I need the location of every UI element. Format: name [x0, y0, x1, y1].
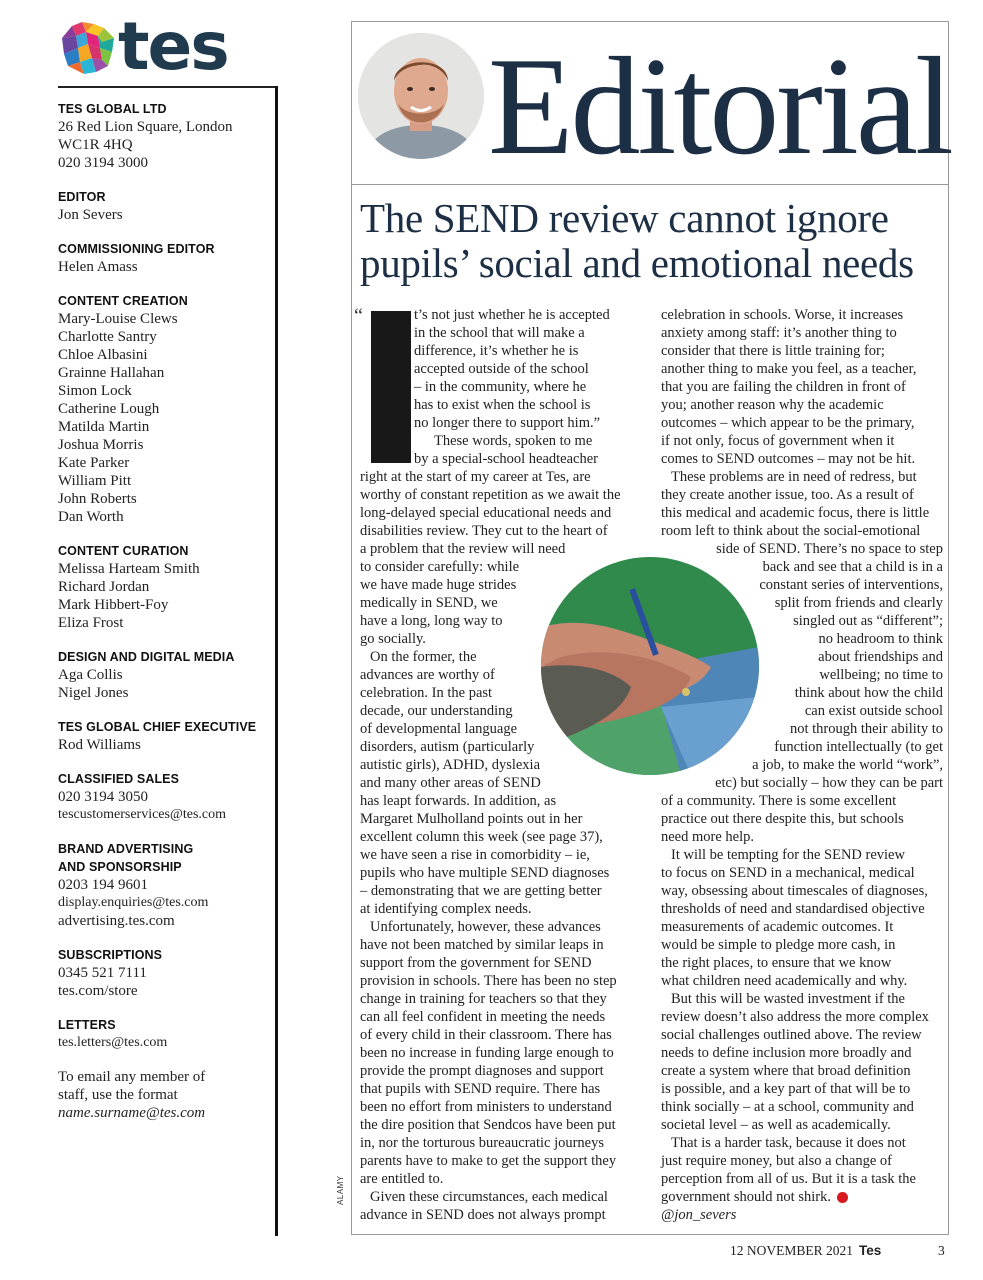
article-line: – demonstrating that we are getting better: [360, 883, 602, 899]
sidebar-entry: Eliza Frost: [58, 615, 124, 631]
article-line: been no increase in funding large enough to: [360, 1045, 614, 1061]
sidebar-heading: COMMISSIONING EDITOR: [58, 242, 215, 256]
article-line: On the former, the: [370, 649, 477, 665]
article-line: social challenges outlined above. The review: [661, 1027, 922, 1043]
sidebar-section: [58, 542, 270, 632]
sidebar-section: [58, 240, 270, 276]
article-line: thresholds of need and standardised objective: [661, 901, 925, 917]
email-format: name.surname@tes.com: [58, 1105, 206, 1121]
sidebar-entry: Aga Collis: [58, 667, 123, 683]
article-line: perception from all of us. But it is a task the: [661, 1171, 916, 1187]
article-line: no longer there to support him.”: [414, 415, 601, 431]
article-line: right at the start of my career at Tes, are: [360, 469, 591, 485]
article-line: But this will be wasted investment if the: [671, 991, 905, 1007]
article-line: needs to define inclusion more broadly and: [661, 1045, 912, 1061]
page-number: 3: [938, 1243, 945, 1258]
article-line: constant series of interventions,: [759, 577, 943, 593]
article-line: another thing to make you feel, as a teacher,: [661, 361, 917, 377]
article-line: function intellectually (to get: [774, 739, 943, 755]
article-line: what children need academically and why.: [661, 973, 908, 989]
sidebar-vertical-rule: [275, 86, 278, 1236]
sidebar-entry: Rod Williams: [58, 737, 141, 753]
article-line: medically in SEND, we: [360, 595, 498, 611]
sidebar-heading: LETTERS: [58, 1018, 116, 1032]
article-line: we have seen a rise in comorbidity – ie,: [360, 847, 590, 863]
sidebar-entry: Mark Hibbert-Foy: [58, 597, 169, 613]
article-line: practice out there despite this, but schools: [661, 811, 904, 827]
article-line: support from the government for SEND: [360, 955, 592, 971]
article-line: at identifying complex needs.: [360, 901, 532, 917]
sidebar-entry: Melissa Harteam Smith: [58, 561, 200, 577]
sidebar-entry: Kate Parker: [58, 455, 130, 471]
sidebar-entry: 26 Red Lion Square, London: [58, 119, 233, 135]
article-line: think about how the child: [794, 685, 943, 701]
article-line: long-delayed special educational needs and: [360, 505, 612, 521]
sidebar-section: [58, 100, 270, 172]
article-line: of developmental language: [360, 721, 518, 737]
article-line: accepted outside of the school: [414, 361, 589, 377]
article-line: the dire position that Sendcos have been put: [360, 1117, 616, 1133]
article-line: provide the prompt diagnoses and support: [360, 1063, 604, 1079]
sidebar-section: [58, 770, 270, 824]
author-handle[interactable]: @jon_severs: [661, 1207, 737, 1223]
sidebar-entry: Mary-Louise Clews: [58, 311, 178, 327]
article-line: about friendships and: [818, 649, 943, 665]
article-line: disabilities review. They cut to the heart of: [360, 523, 608, 539]
article-line: back and see that a child is in a: [762, 559, 943, 575]
article-line: has to exist when the school is: [414, 397, 591, 413]
sidebar-entry: Charlotte Santry: [58, 329, 157, 345]
article-line: have not been matched by similar leaps in: [360, 937, 604, 953]
sidebar-heading: SUBSCRIPTIONS: [58, 948, 163, 962]
article-line: this medical and academic focus, there is little: [661, 505, 930, 521]
sidebar-entry: Joshua Morris: [58, 437, 144, 453]
article-line: and many other areas of SEND: [360, 775, 541, 791]
article-line: is possible, and a key part of that will be to: [661, 1081, 911, 1097]
article-line: create a system where that broad definition: [661, 1063, 911, 1079]
sidebar-entry: Jon Severs: [58, 207, 123, 223]
sidebar-entry[interactable]: tes.com/store: [58, 983, 138, 999]
article-line: difference, it’s whether he is: [414, 343, 579, 359]
article-line: have a long, long way to: [360, 613, 503, 629]
sidebar-entry: Catherine Lough: [58, 401, 160, 417]
article-line: think socially – at a school, community and: [661, 1099, 914, 1115]
article-line: Unfortunately, however, these advances: [370, 919, 601, 935]
article-line: That is a harder task, because it does not: [671, 1135, 906, 1151]
article-line: go socially.: [360, 631, 426, 647]
issue-date: 12 NOVEMBER 2021: [730, 1243, 854, 1258]
email-note-line: staff, use the format: [58, 1087, 178, 1103]
article-line: that pupils with SEND require. There has: [360, 1081, 601, 1097]
sidebar-heading: TES GLOBAL CHIEF EXECUTIVE: [58, 720, 257, 734]
tes-logo-mark-icon: [58, 22, 116, 78]
article-line: side of SEND. There’s no space to step: [716, 541, 943, 557]
sidebar-section: [58, 718, 270, 754]
header-divider: [351, 184, 949, 185]
sidebar-section: [58, 840, 270, 930]
article-line: parents have to make to get the support they: [360, 1153, 617, 1169]
sidebar-top-rule: [58, 86, 278, 88]
article-line: pupils who have multiple SEND diagnoses: [360, 865, 610, 881]
sidebar-entry[interactable]: advertising.tes.com: [58, 913, 175, 929]
article-line: t’s not just whether he is accepted: [414, 307, 610, 323]
article-line: advances are worthy of: [360, 667, 495, 683]
article-line: in the school that will make a: [414, 325, 585, 341]
sidebar-heading: CLASSIFIED SALES: [58, 772, 180, 786]
article-line: – in the community, where he: [414, 379, 587, 395]
sidebar-entry: 0345 521 7111: [58, 965, 147, 981]
sidebar-section: [58, 292, 270, 526]
article-line: consider that there is little training for;: [661, 343, 885, 359]
sidebar-entry: Chloe Albasini: [58, 347, 148, 363]
article-line: review doesn’t also address the more complex: [661, 1009, 929, 1025]
article-line: a job, to make the world “work”,: [752, 757, 943, 773]
article-line: measurements of academic outcomes. It: [661, 919, 894, 935]
article-line: of a community. There is some excellent: [661, 793, 897, 809]
email-note: [58, 1068, 270, 1122]
article-line: you; another reason why the academic: [661, 397, 884, 413]
tes-logo: [58, 8, 228, 85]
sidebar-section: [58, 946, 270, 1000]
article-line: Margaret Mulholland points out in her: [360, 811, 583, 827]
article-line: celebration in schools. Worse, it increases: [661, 307, 904, 323]
article-line: These words, spoken to me: [434, 433, 593, 449]
sidebar-heading: BRAND ADVERTISING: [58, 842, 194, 856]
headline-line-2: pupils’ social and emotional needs: [360, 240, 914, 286]
article-line: we have made huge strides: [360, 577, 517, 593]
article-line: they create another issue, too. As a result of: [661, 487, 914, 503]
sidebar-entry[interactable]: tes.letters@tes.com: [58, 1035, 168, 1050]
headline-line-1: The SEND review cannot ignore: [360, 195, 889, 241]
article-line: to consider carefully: while: [360, 559, 520, 575]
email-note-line: To email any member of: [58, 1069, 206, 1085]
folio-brand: Tes: [859, 1243, 882, 1258]
article-line: in, nor the torturous bureaucratic journeys: [360, 1135, 605, 1151]
sidebar-section: [58, 188, 270, 224]
article-line: etc) but socially – how they can be part: [715, 775, 943, 791]
sidebar-heading: AND SPONSORSHIP: [58, 860, 182, 874]
sidebar-heading: TES GLOBAL LTD: [58, 102, 167, 116]
sidebar-entry: William Pitt: [58, 473, 132, 489]
masthead-title: Editorial: [488, 29, 951, 184]
article-line: way, obsessing about timescales of diagnoses,: [661, 883, 928, 899]
article-line: a problem that the review will need: [360, 541, 566, 557]
sidebar-entry: 020 3194 3000: [58, 155, 148, 171]
article-line: change in training for teachers so that they: [360, 991, 607, 1007]
article-line: societal level – as well as academically.: [661, 1117, 891, 1133]
article-line: comes to SEND outcomes – may not be hit.: [661, 451, 916, 467]
sidebar-entry: 020 3194 3050: [58, 789, 148, 805]
article-line: if not only, focus of government when it: [661, 433, 895, 449]
opening-quote-mark: “: [354, 305, 363, 327]
article-line: disorders, autism (particularly: [360, 739, 535, 755]
sidebar-entry: Richard Jordan: [58, 579, 150, 595]
article-line: government should not shirk.: [661, 1189, 831, 1205]
sidebar-entry: Nigel Jones: [58, 685, 129, 701]
sidebar-section: [58, 1016, 270, 1052]
article-line: no headroom to think: [818, 631, 943, 647]
sidebar-heading: DESIGN AND DIGITAL MEDIA: [58, 650, 235, 664]
sidebar-entry[interactable]: tescustomerservices@tes.com: [58, 807, 227, 822]
article-headline: [360, 196, 945, 286]
article-line: excellent column this week (see page 37),: [360, 829, 603, 845]
drop-cap-i: [371, 311, 411, 463]
sidebar-heading: EDITOR: [58, 190, 106, 204]
sidebar-entry: Matilda Martin: [58, 419, 150, 435]
sidebar-entry: Helen Amass: [58, 259, 138, 275]
photo-credit: ALAMY: [336, 1175, 345, 1205]
article-line: decade, our understanding: [360, 703, 513, 719]
editor-portrait: [358, 33, 484, 159]
tes-logo-text: tes: [118, 8, 228, 85]
article-line: just require money, but also a change of: [661, 1153, 892, 1169]
article-line: It will be tempting for the SEND review: [671, 847, 905, 863]
article-line: advance in SEND does not always prompt: [360, 1207, 606, 1223]
sidebar-entry: WC1R 4HQ: [58, 137, 133, 153]
sidebar-section: [58, 648, 270, 702]
article-line: room left to think about the social-emotional: [661, 523, 921, 539]
sidebar-entry: Simon Lock: [58, 383, 132, 399]
article-line: These problems are in need of redress, but: [671, 469, 917, 485]
article-line: Given these circumstances, each medical: [370, 1189, 608, 1205]
article-line: been no effort from ministers to understand: [360, 1099, 612, 1115]
sidebar-entry: 0203 194 9601: [58, 877, 148, 893]
article-line: celebration. In the past: [360, 685, 493, 701]
article-line: has leapt forwards. In addition, as: [360, 793, 557, 809]
article-line: split from friends and clearly: [774, 595, 943, 611]
page-folio: [730, 1243, 881, 1259]
article-line: of every child in their classroom. There has: [360, 1027, 612, 1043]
sidebar-entry: John Roberts: [58, 491, 137, 507]
article-line: worthy of constant repetition as we await the: [360, 487, 621, 503]
end-mark-icon: [837, 1192, 848, 1203]
sidebar-entry: Dan Worth: [58, 509, 124, 525]
article-line: wellbeing; no time to: [819, 667, 943, 683]
article-line: that you are failing the children in front of: [661, 379, 906, 395]
article-line: not through their ability to: [789, 721, 943, 737]
article-line: can all feel confident in meeting the needs: [360, 1009, 606, 1025]
article-line: anxiety among staff: it’s another thing to: [661, 325, 897, 341]
sidebar-entry[interactable]: display.enquiries@tes.com: [58, 895, 209, 910]
article-line: would be simple to pledge more cash, in: [661, 937, 896, 953]
article-line: by a special-school headteacher: [414, 451, 598, 467]
article-line: provision in schools. There has been no step: [360, 973, 617, 989]
article-line: need more help.: [661, 829, 755, 845]
sidebar-heading: CONTENT CURATION: [58, 544, 189, 558]
staff-directory: [58, 100, 270, 1138]
article-line: autistic girls), ADHD, dyslexia: [360, 757, 541, 773]
hands-writing-photo: [541, 557, 759, 775]
article-line: are entitled to.: [360, 1171, 444, 1187]
sidebar-entry: Grainne Hallahan: [58, 365, 165, 381]
article-line: outcomes – which appear to be the primary,: [661, 415, 915, 431]
sidebar-heading: CONTENT CREATION: [58, 294, 188, 308]
article-line: singled out as “different”;: [793, 613, 943, 629]
article-line: can exist outside school: [804, 703, 943, 719]
article-line: to focus on SEND in a mechanical, medical: [661, 865, 915, 881]
article-line: the right places, to ensure that we know: [661, 955, 892, 971]
